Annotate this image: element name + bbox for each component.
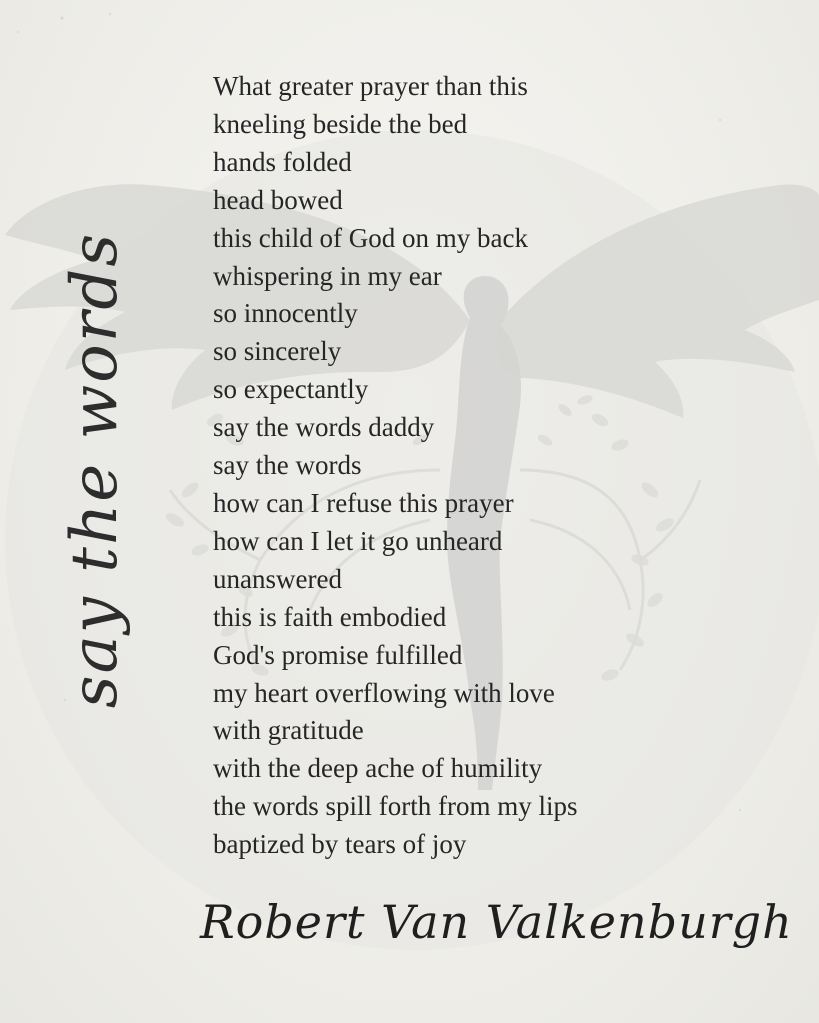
poem-line: so expectantly <box>213 374 369 405</box>
poem-line: whispering in my ear <box>213 260 442 291</box>
poem-line: how can I refuse this prayer <box>213 487 514 518</box>
poem-line: hands folded <box>213 146 352 177</box>
poem-line: What greater prayer than this <box>213 71 528 101</box>
poem-line: head bowed <box>213 184 343 215</box>
poem-line: say the words <box>213 450 362 481</box>
poem-line: so innocently <box>213 298 358 329</box>
poem-line: my heart overflowing with love <box>213 677 555 708</box>
poem-body <box>213 68 577 864</box>
poem-line: this child of God on my back <box>213 222 528 253</box>
poem-line: with gratitude <box>213 715 364 746</box>
poem-line: God's promise fulfilled <box>213 639 463 670</box>
poem-line: kneeling beside the bed <box>213 108 468 139</box>
poem-line: unanswered <box>213 563 342 594</box>
poem-line: say the words daddy <box>213 412 435 443</box>
poem-line: baptized by tears of joy <box>213 829 467 860</box>
poem-line: how can I let it go unheard <box>213 525 503 556</box>
author-signature: Robert Van Valkenburgh <box>200 895 793 949</box>
poem-line: the words spill forth from my lips <box>213 791 578 822</box>
poem-line: with the deep ache of humility <box>213 753 543 784</box>
poem-line: this is faith embodied <box>213 601 447 632</box>
poem-line: so sincerely <box>213 336 342 367</box>
poem-title: say the words <box>58 231 132 709</box>
